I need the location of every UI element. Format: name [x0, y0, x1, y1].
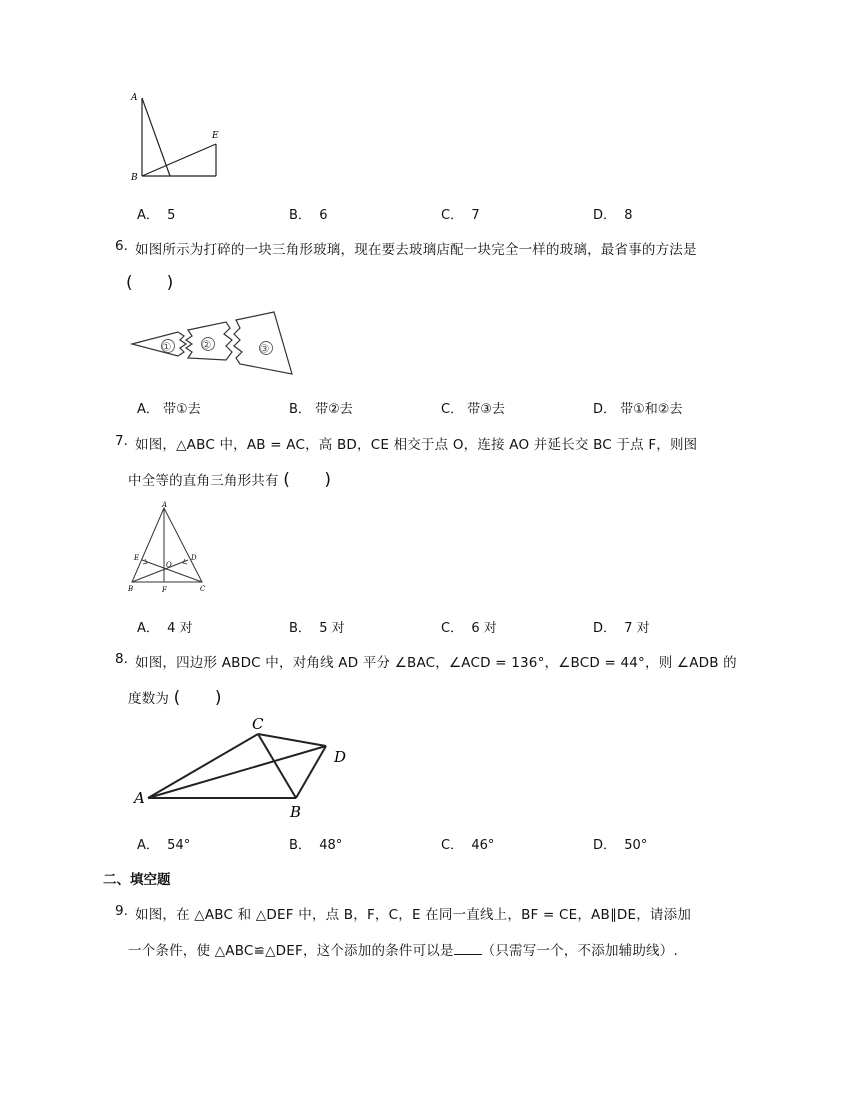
q7-label-f: F — [162, 586, 167, 594]
q6-piece-2-label: ② — [201, 338, 212, 352]
q7-label-a: A — [162, 501, 168, 509]
q7-stem-line2 — [128, 465, 331, 490]
q6-stem-line1: 如图所示为打碎的一块三角形玻璃，现在要去玻璃店配一块完全一样的玻璃，最省事的方法是 — [135, 242, 697, 258]
q6-number: 6. — [115, 238, 128, 254]
q5-label-e: E — [212, 131, 219, 141]
q7-stem-line2-text: 中全等的直角三角形共有 — [128, 473, 279, 489]
q7-label-c: C — [200, 585, 206, 593]
q7-label-e: E — [134, 554, 140, 562]
q7-label-o: O — [166, 561, 172, 569]
q8-label-d: D — [334, 748, 347, 766]
q8-stem-line2-text: 度数为 — [128, 691, 170, 707]
q5-option-a[interactable]: A． 5 — [137, 208, 176, 223]
q9-stem-line2 — [128, 939, 678, 959]
q5-option-d[interactable]: D． 8 — [593, 208, 633, 223]
q8-label-c: C — [252, 715, 264, 733]
q8-answer-paren: ( ) — [173, 688, 222, 708]
q8-stem-line1: 如图，四边形 ABDC 中，对角线 AD 平分 ∠BAC，∠ACD = 136°，∠BCD = 44°，则 ∠ADB 的 — [135, 655, 737, 671]
q7-answer-paren: ( ) — [283, 470, 332, 490]
q5-label-b: B — [131, 173, 138, 183]
q6-piece-3-label: ③ — [259, 342, 270, 356]
q6-option-a[interactable]: A． 带①去 — [137, 402, 201, 417]
q5-option-b[interactable]: B． 6 — [289, 208, 328, 223]
q9-stem-line1: 如图，在 △ABC 和 △DEF 中，点 B，F，C，E 在同一直线上，BF = CE，AB∥DE，请添加 — [135, 907, 692, 923]
q7-figure — [126, 500, 216, 600]
q7-label-b: B — [128, 585, 134, 593]
q6-option-b[interactable]: B． 带②去 — [289, 402, 353, 417]
q6-answer-paren: ( ) — [126, 273, 174, 293]
q5-option-c[interactable]: C． 7 — [441, 208, 480, 223]
q7-stem-line1: 如图，△ABC 中，AB = AC，高 BD，CE 相交于点 O，连接 AO 并延长交 BC 于点 F，则图 — [135, 437, 698, 453]
q7-number: 7. — [115, 433, 128, 449]
q6-option-d[interactable]: D． 带①和②去 — [593, 402, 683, 417]
q9-answer-blank[interactable] — [454, 942, 482, 955]
q6-option-c[interactable]: C． 带③去 — [441, 402, 505, 417]
q7-label-d: D — [191, 554, 197, 562]
q5-figure — [128, 88, 228, 188]
q6-figure — [128, 306, 303, 378]
q5-label-a: A — [131, 93, 138, 103]
q9-stem-line2-tail: （只需写一个，不添加辅助线）. — [481, 943, 678, 959]
q8-option-c[interactable]: C． 46° — [441, 838, 495, 853]
q9-stem-line2-text: 一个条件，使 △ABC≌△DEF，这个添加的条件可以是 — [128, 943, 454, 959]
q6-piece-1-label: ① — [161, 340, 172, 354]
q8-stem-line2 — [128, 683, 222, 708]
q7-option-a[interactable]: A． 4 对 — [137, 621, 193, 636]
q8-option-d[interactable]: D． 50° — [593, 838, 648, 853]
q7-option-c[interactable]: C． 6 对 — [441, 621, 497, 636]
q8-label-a: A — [134, 789, 145, 807]
section-fill-in-blank-heading: 二、填空题 — [103, 872, 171, 888]
q8-figure — [130, 712, 360, 822]
q9-number: 9. — [115, 903, 128, 919]
q8-label-b: B — [290, 803, 302, 821]
q7-option-d[interactable]: D． 7 对 — [593, 621, 650, 636]
q8-number: 8. — [115, 651, 128, 667]
q7-option-b[interactable]: B． 5 对 — [289, 621, 345, 636]
q8-option-a[interactable]: A． 54° — [137, 838, 191, 853]
q8-option-b[interactable]: B． 48° — [289, 838, 343, 853]
